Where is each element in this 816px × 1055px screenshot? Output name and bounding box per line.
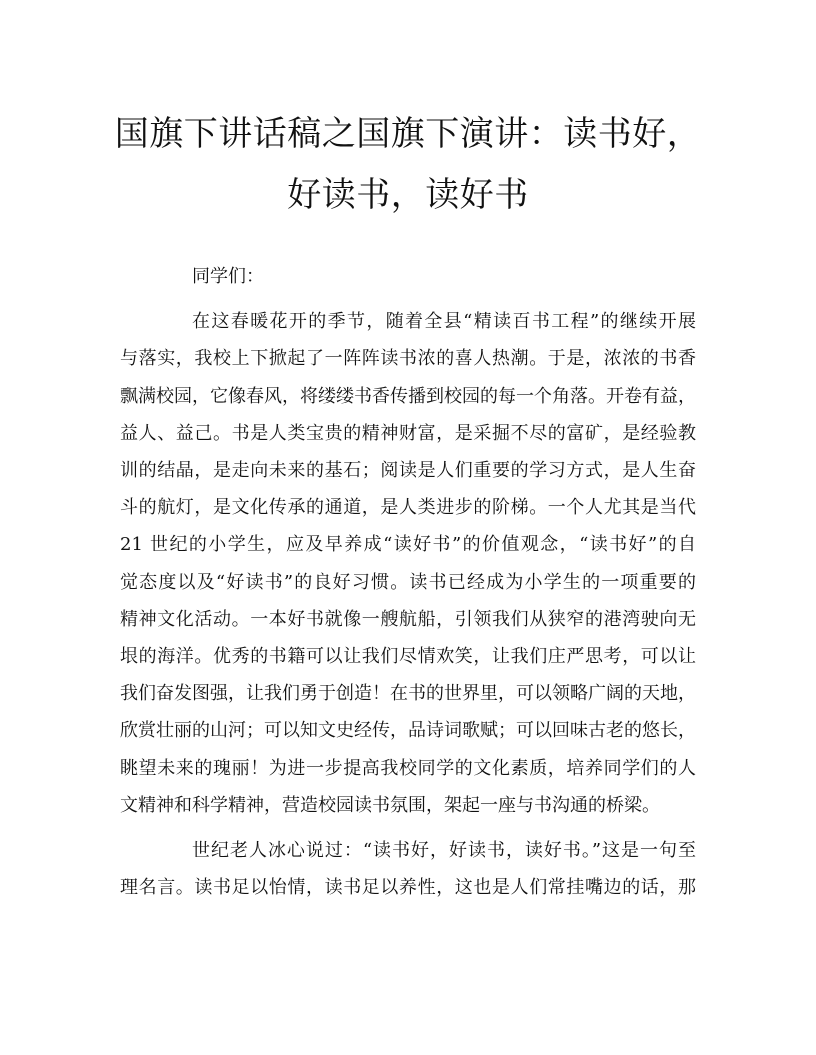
paragraph-line: 斗的航灯，是文化传承的通道，是人类进步的阶梯。一个人尤其是当代 bbox=[120, 497, 696, 519]
paragraph-2 bbox=[120, 832, 696, 906]
paragraph-line: 益人、益己。书是人类宝贵的精神财富，是采掘不尽的富矿，是经验教 bbox=[120, 422, 696, 444]
paragraph-1 bbox=[120, 303, 696, 824]
paragraph-line: 理名言。读书足以怡情，读书足以养性，这也是人们常挂嘴边的话，那 bbox=[120, 877, 696, 899]
document-title-line-2: 好读书，读好书 bbox=[287, 175, 529, 215]
paragraph-line: 训的结晶，是走向未来的基石；阅读是人们重要的学习方式，是人生奋 bbox=[120, 460, 696, 482]
paragraph-line: 觉态度以及“好读书”的良好习惯。读书已经成为小学生的一项重要的 bbox=[120, 571, 696, 593]
paragraph-line: 与落实，我校上下掀起了一阵阵读书浓的喜人热潮。于是，浓浓的书香 bbox=[120, 348, 696, 370]
paragraph-line: 我们奋发图强，让我们勇于创造！在书的世界里，可以领略广阔的天地， bbox=[120, 683, 696, 705]
paragraph-line: 眺望未来的瑰丽！为进一步提高我校同学的文化素质，培养同学们的人 bbox=[120, 757, 696, 779]
paragraph-line: 垠的海洋。优秀的书籍可以让我们尽情欢笑，让我们庄严思考，可以让 bbox=[120, 646, 696, 668]
salutation: 同学们： bbox=[192, 266, 264, 287]
paragraph-line: 21 世纪的小学生，应及早养成“读好书”的价值观念，“读书好”的自 bbox=[120, 534, 696, 556]
paragraph-line: 在这春暖花开的季节，随着全县“精读百书工程”的继续开展 bbox=[192, 311, 696, 333]
document-body bbox=[120, 258, 696, 914]
paragraph-line: 文精神和科学精神，营造校园读书氛围，架起一座与书沟通的桥梁。 bbox=[120, 794, 660, 816]
document-title-line-1: 国旗下讲话稿之国旗下演讲：读书好， bbox=[114, 114, 702, 154]
paragraph-line: 精神文化活动。一本好书就像一艘航船，引领我们从狭窄的港湾驶向无 bbox=[120, 608, 696, 630]
paragraph-line: 飘满校园，它像春风，将缕缕书香传播到校园的每一个角落。开卷有益， bbox=[120, 385, 696, 407]
paragraph-line: 欣赏壮丽的山河；可以知文史经传，品诗词歌赋；可以回味古老的悠长， bbox=[120, 720, 696, 742]
paragraph-line: 世纪老人冰心说过：“读书好，好读书，读好书。”这是一句至 bbox=[192, 840, 696, 862]
